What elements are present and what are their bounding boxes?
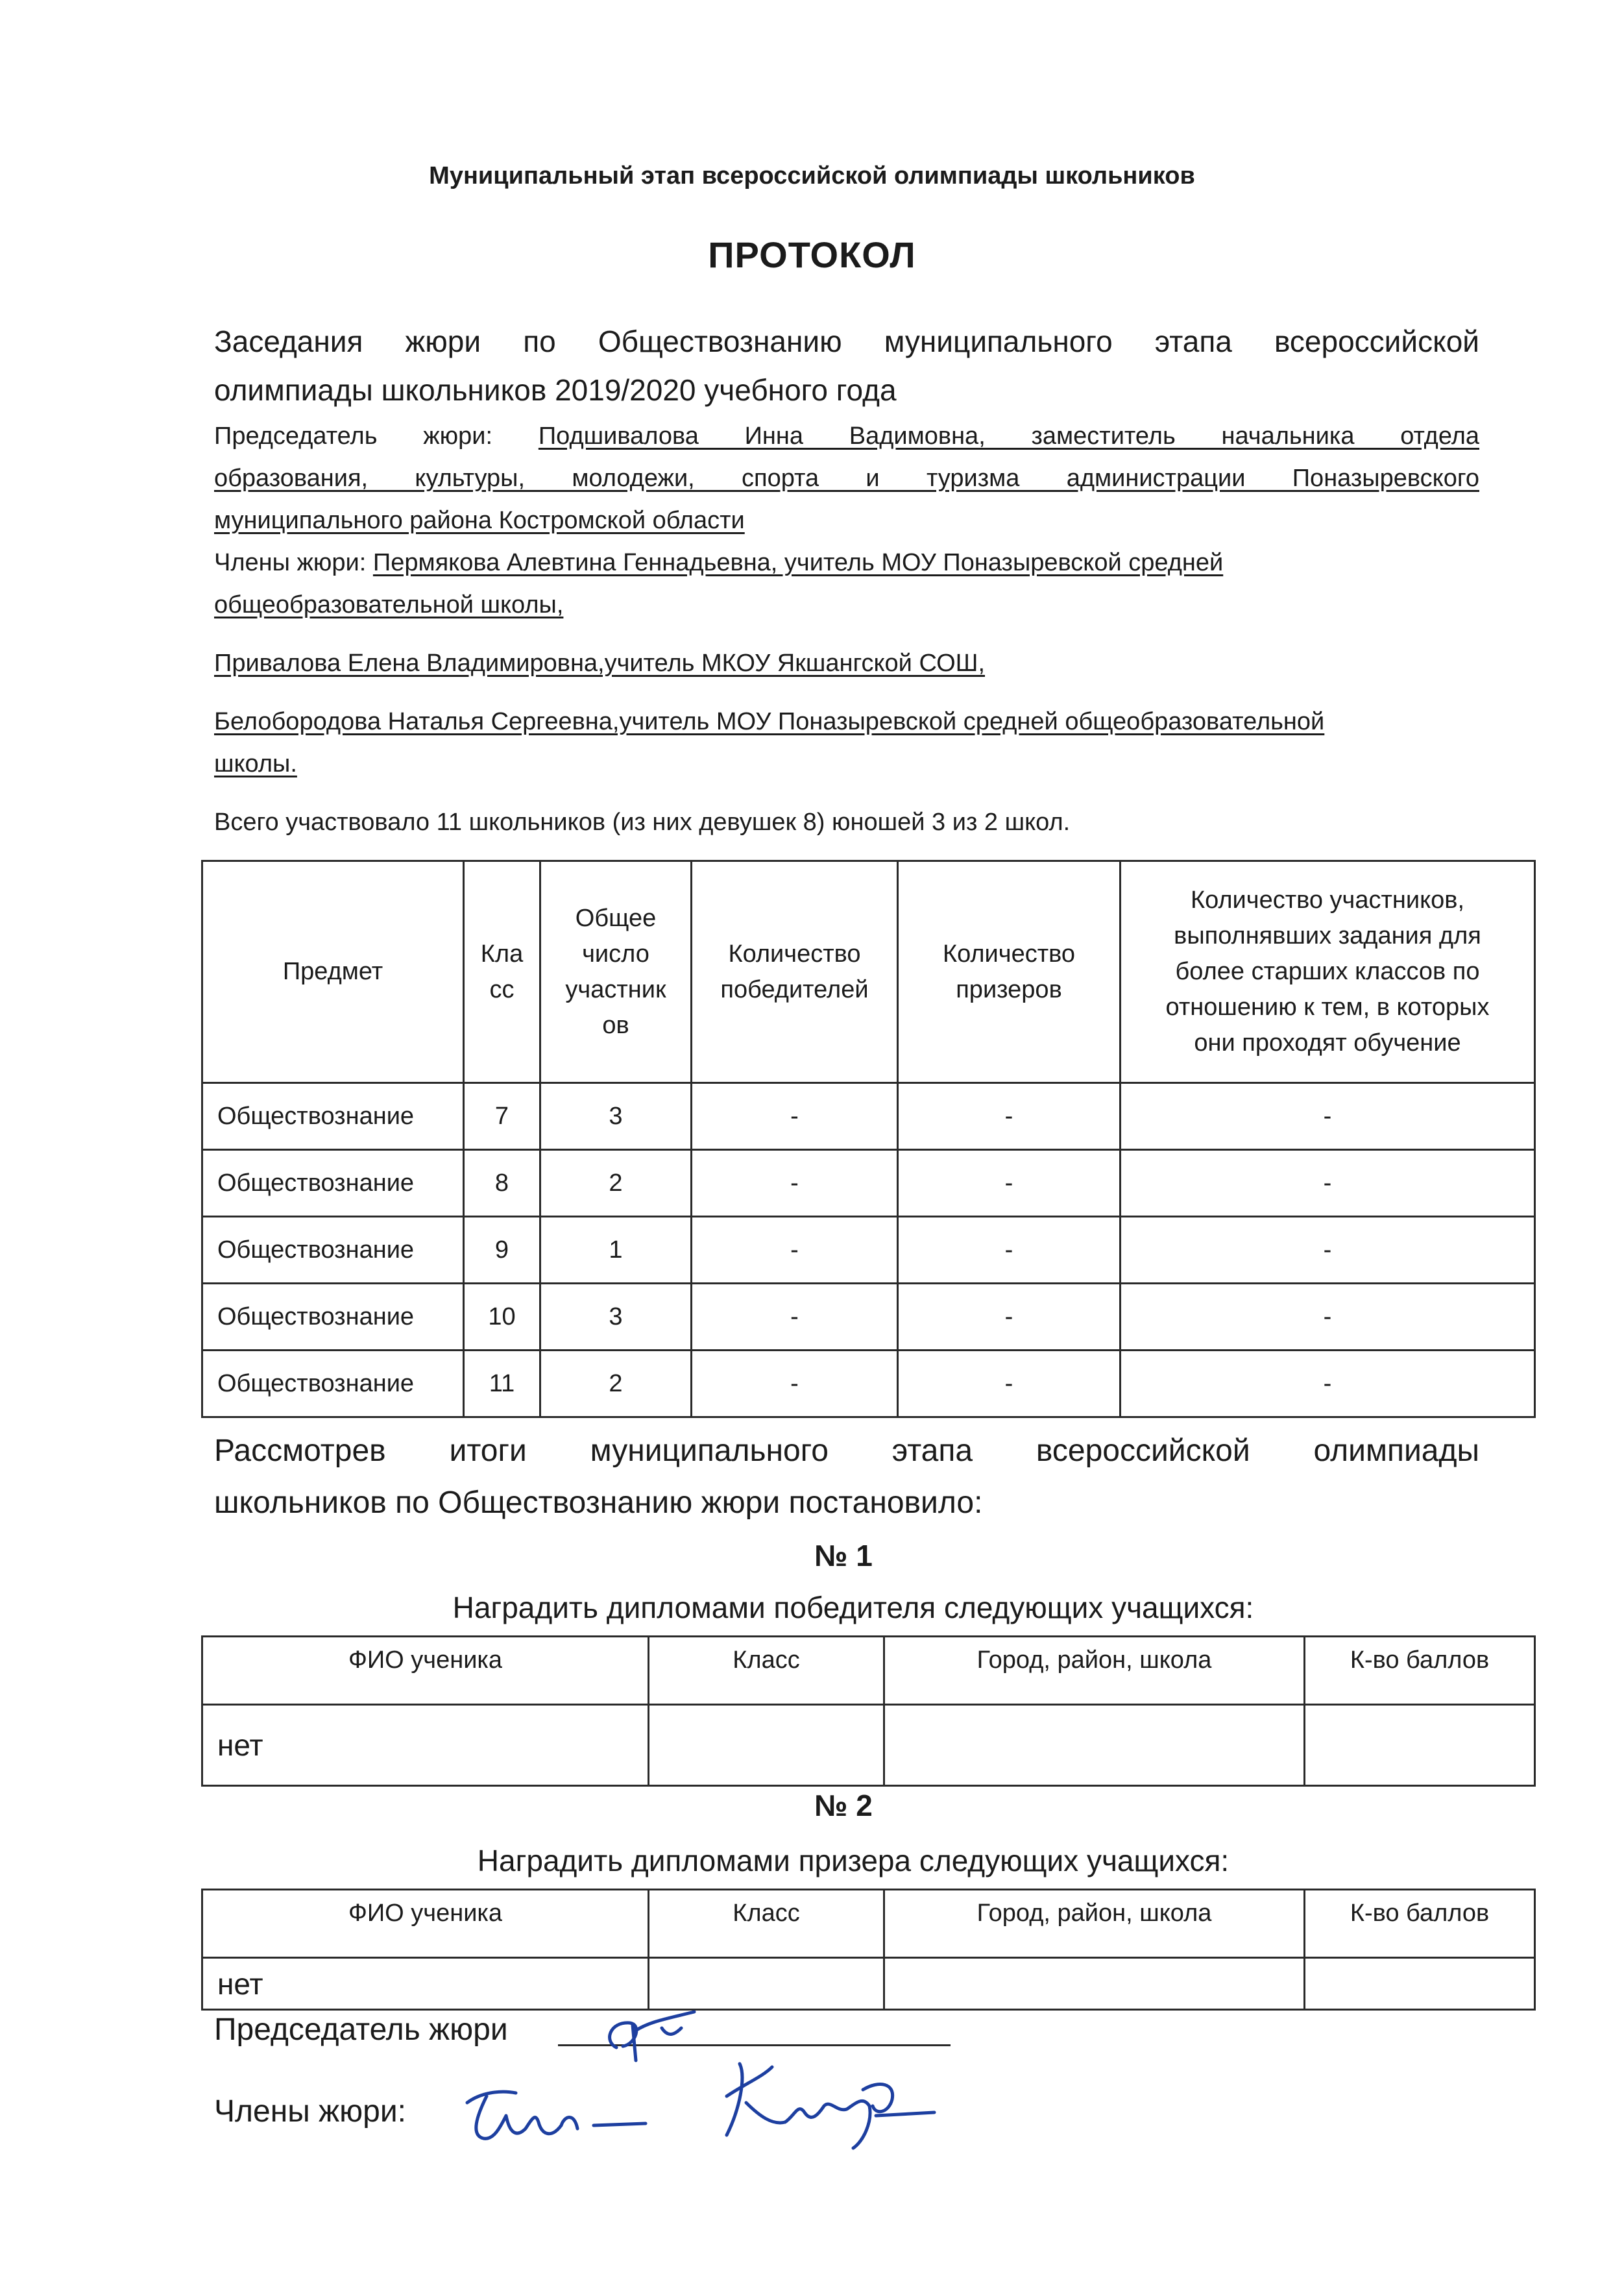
- header-student-name: ФИО ученика: [202, 1890, 649, 1958]
- table-row: [202, 1150, 1535, 1217]
- cell-prizers: -: [898, 1217, 1121, 1284]
- cell-total: 1: [540, 1217, 692, 1284]
- cell-prizers: -: [898, 1351, 1121, 1417]
- prizers-table: [201, 1889, 1536, 2011]
- member-3-line-1: Белобородова Наталья Сергеевна,учитель МОУ Поназыревской средней общеобразовательной: [214, 708, 1325, 735]
- cell-subject: Обществознание: [202, 1217, 464, 1284]
- cell-total: 2: [540, 1351, 692, 1417]
- cell-older: -: [1121, 1150, 1535, 1217]
- decision-line-2: школьников по Обществознанию жюри постановило:: [214, 1486, 983, 1520]
- members-line-1: [214, 542, 1479, 584]
- cell-grade: 11: [464, 1351, 540, 1417]
- section-2-text: Наградить дипломами призера следующих учащихся:: [477, 1844, 1230, 1877]
- cell-grade: 10: [464, 1284, 540, 1351]
- chair-signature-label: Председатель жюри: [214, 2012, 508, 2047]
- stats-table: [201, 860, 1536, 1418]
- prizers-header-row: [202, 1890, 1535, 1958]
- cell-winners: -: [692, 1284, 898, 1351]
- header-student-name: ФИО ученика: [202, 1637, 649, 1705]
- document-title: ПРОТОКОЛ: [708, 234, 916, 275]
- header-score: К-во баллов: [1305, 1890, 1535, 1958]
- member-signature-2: [701, 2051, 941, 2161]
- cell-older: -: [1121, 1083, 1535, 1150]
- members-label: Члены жюри:: [214, 549, 367, 576]
- members-signature-label: Члены жюри:: [214, 2094, 406, 2129]
- cell-total: 3: [540, 1284, 692, 1351]
- chair-signature: [597, 2009, 714, 2067]
- chair-line-1: [214, 415, 1479, 458]
- header-score: К-во баллов: [1305, 1637, 1535, 1705]
- cell-prizers: -: [898, 1150, 1121, 1217]
- table-row: [202, 1351, 1535, 1417]
- header-location: Город, район, школа: [884, 1890, 1305, 1958]
- header-class: Класс: [649, 1637, 884, 1705]
- header-older-grades: Количество участников, выполнявших задания для более старших классов по отношению к тем, в которых они проходят обучение: [1121, 861, 1535, 1083]
- cell-empty: [1305, 1705, 1535, 1786]
- cell-subject: Обществознание: [202, 1150, 464, 1217]
- cell-empty: [884, 1705, 1305, 1786]
- cell-empty: [1305, 1958, 1535, 2010]
- chair-line-3: муниципального района Костромской области: [214, 507, 745, 534]
- header-location: Город, район, школа: [884, 1637, 1305, 1705]
- member-1-name: Пермякова Алевтина Геннадьевна, учитель МОУ Поназыревской средней: [372, 549, 1224, 576]
- cell-total: 2: [540, 1150, 692, 1217]
- section-1-number: № 1: [814, 1539, 873, 1572]
- header-total: Общее число участник ов: [540, 861, 692, 1083]
- intro-line-2: олимпиады школьников 2019/2020 учебного года: [214, 373, 897, 407]
- table-row: [202, 1083, 1535, 1150]
- header-winners: Количество победителей: [692, 861, 898, 1083]
- cell-empty: [649, 1705, 884, 1786]
- decision-line-1: Рассмотрев итоги муниципального этапа всероссийской олимпиады: [214, 1434, 1479, 1468]
- cell-winners: -: [692, 1217, 898, 1284]
- cell-prizers: -: [898, 1284, 1121, 1351]
- section-2-number: № 2: [814, 1789, 873, 1822]
- cell-prizers: -: [898, 1083, 1121, 1150]
- header-prizers: Количество призеров: [898, 861, 1121, 1083]
- cell-grade: 7: [464, 1083, 540, 1150]
- cell-none: нет: [202, 1705, 649, 1786]
- cell-empty: [884, 1958, 1305, 2010]
- stats-header-row: [202, 861, 1535, 1083]
- cell-empty: [649, 1958, 884, 2010]
- cell-total: 3: [540, 1083, 692, 1150]
- cell-subject: Обществознание: [202, 1351, 464, 1417]
- cell-winners: -: [692, 1351, 898, 1417]
- cell-older: -: [1121, 1284, 1535, 1351]
- winners-table: [201, 1635, 1536, 1787]
- participation-summary: Всего участвовало 11 школьников (из них девушек 8) юношей 3 из 2 школ.: [214, 809, 1071, 836]
- header-class: Класс: [649, 1890, 884, 1958]
- winners-header-row: [202, 1637, 1535, 1705]
- member-3-line-2: школы.: [214, 750, 297, 777]
- cell-subject: Обществознание: [202, 1083, 464, 1150]
- header-grade: Кла сс: [464, 861, 540, 1083]
- cell-subject: Обществознание: [202, 1284, 464, 1351]
- cell-older: -: [1121, 1351, 1535, 1417]
- chair-label: Председатель жюри:: [214, 422, 493, 450]
- cell-winners: -: [692, 1083, 898, 1150]
- member-1-line-2: общеобразовательной школы,: [214, 591, 564, 618]
- table-row: [202, 1958, 1535, 2010]
- table-row: [202, 1284, 1535, 1351]
- cell-grade: 9: [464, 1217, 540, 1284]
- table-row: [202, 1705, 1535, 1786]
- table-row: [202, 1217, 1535, 1284]
- chair-line-2: образования, культуры, молодежи, спорта и туризма администрации Поназыревского: [214, 465, 1479, 492]
- cell-grade: 8: [464, 1150, 540, 1217]
- header-subject: Предмет: [202, 861, 464, 1083]
- chair-name: Подшивалова Инна Вадимовна, заместитель начальника отдела: [538, 422, 1480, 450]
- cell-winners: -: [692, 1150, 898, 1217]
- member-signature-1: [454, 2077, 655, 2161]
- document-header: Муниципальный этап всероссийской олимпиады школьников: [429, 162, 1195, 190]
- section-1-text: Наградить дипломами победителя следующих учащихся:: [452, 1591, 1254, 1624]
- member-2: Привалова Елена Владимировна,учитель МКОУ Якшангской СОШ,: [214, 650, 986, 677]
- cell-older: -: [1121, 1217, 1535, 1284]
- intro-line-1: Заседания жюри по Обществознанию муниципального этапа всероссийской: [214, 324, 1479, 358]
- cell-none: нет: [202, 1958, 649, 2010]
